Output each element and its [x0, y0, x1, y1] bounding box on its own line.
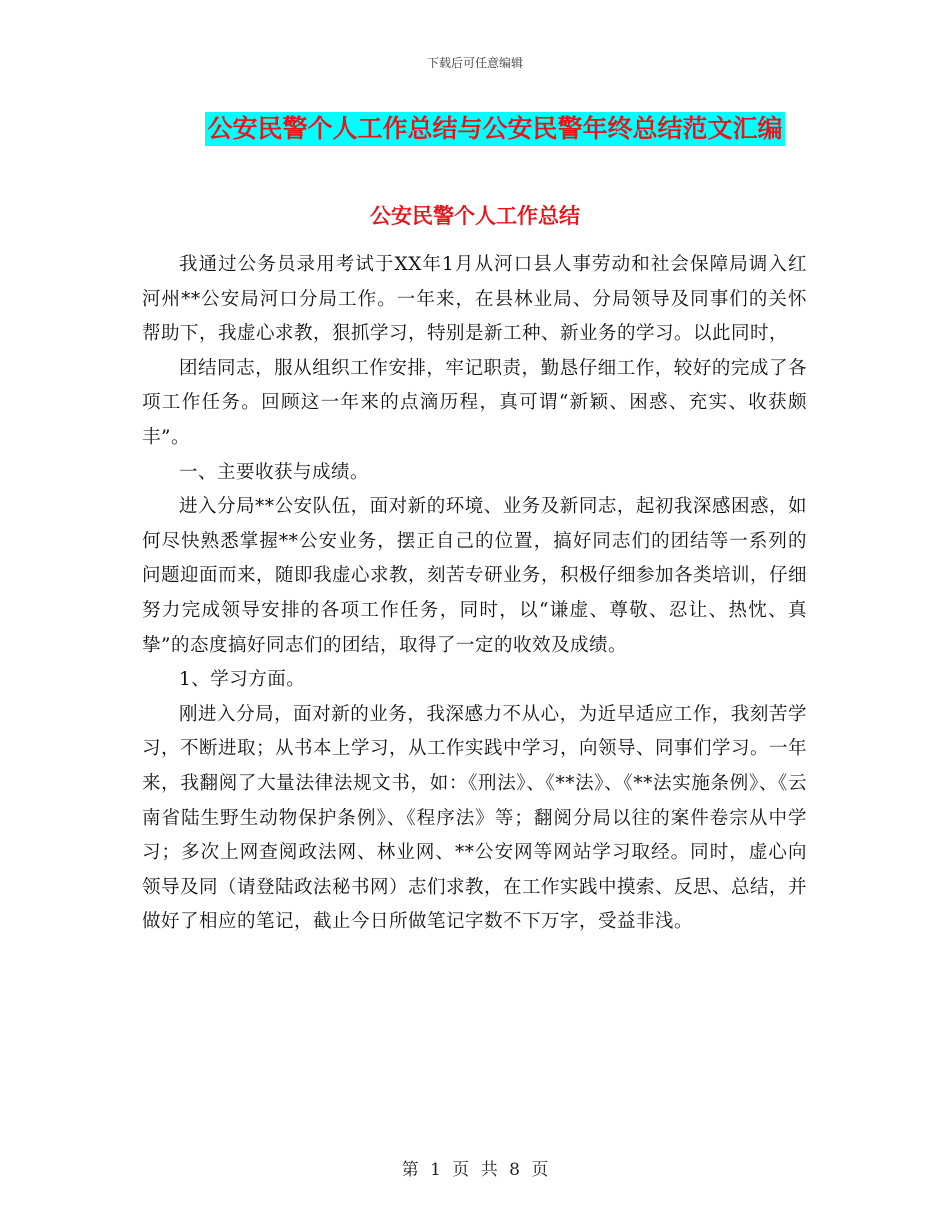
paragraph: 刚进入分局，面对新的业务，我深感力不从心，为近早适应工作，我刻苦学习，不断进取；从书本上学习，从工作实践中学习，向领导、同事们学习。一年来，我翻阅了大量法律法规文书，如：《刑法》、《**法》、《**法实施条例》、《云南省陆生野生动物保护条例》、《程序法》等；翻阅分局以往的案件卷宗从中学习；多次上网查阅政法网、林业网、**公安网等网站学习取经。同时，虚心向领导及同（请登陆政法秘书网）志们求教，在工作实践中摸索、反思、总结，并做好了相应的笔记，截止今日所做笔记字数不下万字，受益非浅。	[142, 703, 808, 933]
paragraph-heading: 一、主要收获与成绩。	[179, 461, 370, 483]
section-title: 公安民警个人工作总结	[370, 204, 580, 228]
paragraph: 我通过公务员录用考试于XX年1月从河口县人事劳动和社会保障局调入红河州**公安局河口分局工作。一年来，在县林业局、分局领导及同事们的关怀帮助下，我虚心求教，狠抓学习，特别是新工种、新业务的学习。以此同时，	[142, 254, 807, 345]
page-footer: 第 1 页 共 8 页	[401, 1160, 549, 1180]
paragraph-heading: 1、学习方面。	[179, 669, 306, 691]
main-title-container	[0, 112, 950, 146]
paragraph: 进入分局**公安队伍，面对新的环境、业务及新同志，起初我深感困惑，如何尽快熟悉掌握**公安业务，摆正自己的位置，搞好同志们的团结等一系列的问题迎面而来，随即我虚心求教，刻苦专研业务，积极仔细参加各类培训，仔细努力完成领导安排的各项工作任务，同时，以“谦虚、尊敬、忍让、热忱、真挚”的态度搞好同志们的团结，取得了一定的收效及成绩。	[142, 496, 808, 656]
header-note: 下载后可任意编辑	[426, 56, 523, 70]
main-title: 公安民警个人工作总结与公安民警年终总结范文汇编	[205, 112, 784, 146]
paragraph: 团结同志，服从组织工作安排，牢记职责，勤恳仔细工作，较好的完成了各项工作任务。回顾这一年来的点滴历程，真可谓“新颖、困惑、充实、收获颇丰”。	[142, 357, 807, 448]
body-text	[142, 248, 807, 940]
